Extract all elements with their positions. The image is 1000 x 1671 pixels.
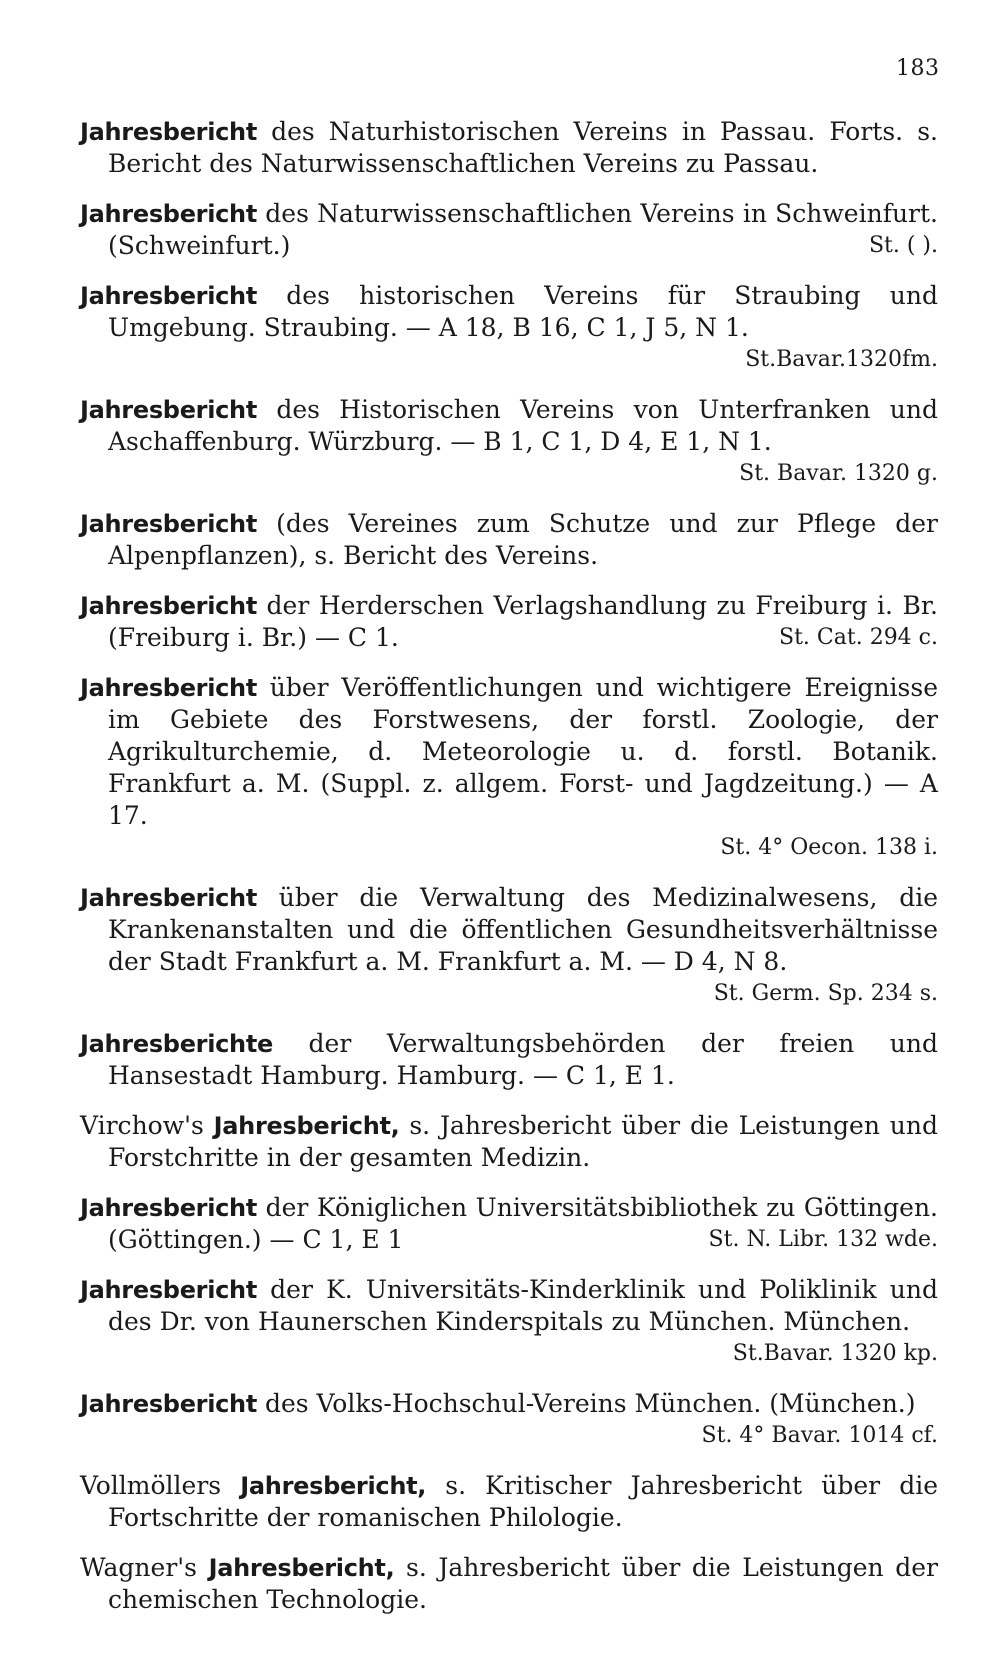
entry-medizinalwesen-frankfurt — [80, 882, 938, 1010]
entry-text: des historischen Vereins für Straubing und Umgebung. Straubing. — A 18, B 16, C 1, J 5, N 1. — [108, 281, 938, 342]
entry-vollmoeller — [80, 1470, 938, 1534]
entry-headword: Jahresbericht, — [213, 1112, 400, 1140]
entry-list — [80, 116, 938, 1634]
entry-kinderklinik-muenchen — [80, 1274, 938, 1370]
entry-shelfmark: St. N. Libr. 132 wde. — [708, 1227, 938, 1252]
entry-headword: Jahresbericht — [80, 884, 258, 912]
entry-virchow — [80, 1110, 938, 1174]
entry-headword: Jahresbericht — [80, 510, 258, 538]
entry-shelfmark: St. Germ. Sp. 234 s. — [713, 981, 938, 1006]
entry-naturhistorischer-verein-passau — [80, 116, 938, 180]
entry-text: des Volks-Hochschul-Vereins München. (München.) — [257, 1389, 916, 1418]
entry-historischer-verein-unterfranken — [80, 394, 938, 490]
entry-naturwissenschaftlicher-verein-schweinfurt — [80, 198, 938, 262]
entry-verwaltungsbehoerden-hamburg — [80, 1028, 938, 1092]
entry-headword: Jahresbericht — [80, 118, 258, 146]
entry-prefix: Wagner's — [80, 1553, 209, 1582]
entry-headword: Jahresbericht — [80, 282, 258, 310]
entry-shelfmark: St.Bavar. 1320 kp. — [732, 1341, 938, 1366]
entry-universitaetsbibliothek-goettingen — [80, 1192, 938, 1256]
entry-headword: Jahresberichte — [80, 1030, 273, 1058]
entry-headword: Jahresbericht — [80, 674, 258, 702]
entry-headword: Jahresbericht — [80, 396, 258, 424]
entry-text: s. Jahresbericht über die Leistungen der chemischen Technologie. — [108, 1553, 938, 1614]
entry-headword: Jahresbericht, — [240, 1472, 427, 1500]
entry-prefix: Virchow's — [80, 1111, 214, 1140]
entry-headword: Jahresbericht — [80, 592, 258, 620]
entry-text: des Historischen Vereins von Unterfranken und Aschaffenburg. Würzburg. — B 1, C 1, D 4, E 1, N 1. — [108, 395, 938, 456]
entry-text: (des Vereines zum Schutze und zur Pflege der Alpenpflanzen), s. Bericht des Vereins. — [108, 509, 938, 570]
entry-forstwesen — [80, 672, 938, 864]
entry-alpenpflanzen — [80, 508, 938, 572]
entry-text: der K. Universitäts-Kinderklinik und Poliklinik und des Dr. von Haunerschen Kinderspitals zu München. München. — [108, 1275, 938, 1336]
entry-text: s. Jahresbericht über die Leistungen und Forstchritte in der gesamten Medizin. — [108, 1111, 938, 1172]
entry-headword: Jahresbericht — [80, 200, 258, 228]
entry-herdersche-verlagshandlung — [80, 590, 938, 654]
entry-prefix: Vollmöllers — [80, 1471, 241, 1500]
entry-headword: Jahresbericht — [80, 1390, 258, 1418]
entry-shelfmark: St. 4° Oecon. 138 i. — [720, 835, 938, 860]
entry-shelfmark: St. ( ). — [868, 233, 938, 258]
entry-text: über die Verwaltung des Medizinalwesens, die Krankenanstalten und die öffentlichen Gesundheitsverhältnisse der Stadt Frankfurt a. M. Frankfurt a. M. — D 4, N 8. — [108, 883, 938, 976]
entry-headword: Jahresbericht — [80, 1276, 258, 1304]
page-number: 183 — [896, 56, 940, 81]
entry-text: der Herderschen Verlagshandlung zu Freiburg i. Br. (Freiburg i. Br.) — C 1. — [108, 591, 938, 652]
entry-shelfmark: St.Bavar.1320fm. — [745, 347, 938, 372]
entry-headword: Jahresbericht, — [208, 1554, 395, 1582]
entry-text: s. Kritischer Jahresbericht über die Fortschritte der romanischen Philologie. — [108, 1471, 939, 1532]
entry-wagner — [80, 1552, 938, 1616]
entry-text: über Veröffentlichungen und wichtigere Ereignisse im Gebiete des Forstwesens, der forstl. Zoologie, der Agrikulturchemie, d. Meteorologie u. d. forstl. Botanik. Frankfurt a. M. (Suppl. z. allgem. Forst- und Jagdzeitung.) — A 17. — [108, 673, 938, 830]
entry-shelfmark: St. Bavar. 1320 g. — [739, 461, 938, 486]
entry-volks-hochschul-verein — [80, 1388, 938, 1452]
entry-text: der Verwaltungsbehörden der freien und Hansestadt Hamburg. Hamburg. — C 1, E 1. — [108, 1029, 938, 1090]
entry-text: des Naturhistorischen Vereins in Passau. Forts. s. Bericht des Naturwissenschaftlichen Vereins zu Passau. — [108, 117, 938, 178]
entry-text: der Königlichen Universitätsbibliothek zu Göttingen. (Göttingen.) — C 1, E 1 — [108, 1193, 938, 1254]
entry-historischer-verein-straubing — [80, 280, 938, 376]
entry-shelfmark: St. 4° Bavar. 1014 cf. — [701, 1423, 938, 1448]
entry-shelfmark: St. Cat. 294 c. — [779, 625, 938, 650]
entry-headword: Jahresbericht — [80, 1194, 258, 1222]
entry-text: des Naturwissenschaftlichen Vereins in Schweinfurt. (Schweinfurt.) — [108, 199, 938, 260]
